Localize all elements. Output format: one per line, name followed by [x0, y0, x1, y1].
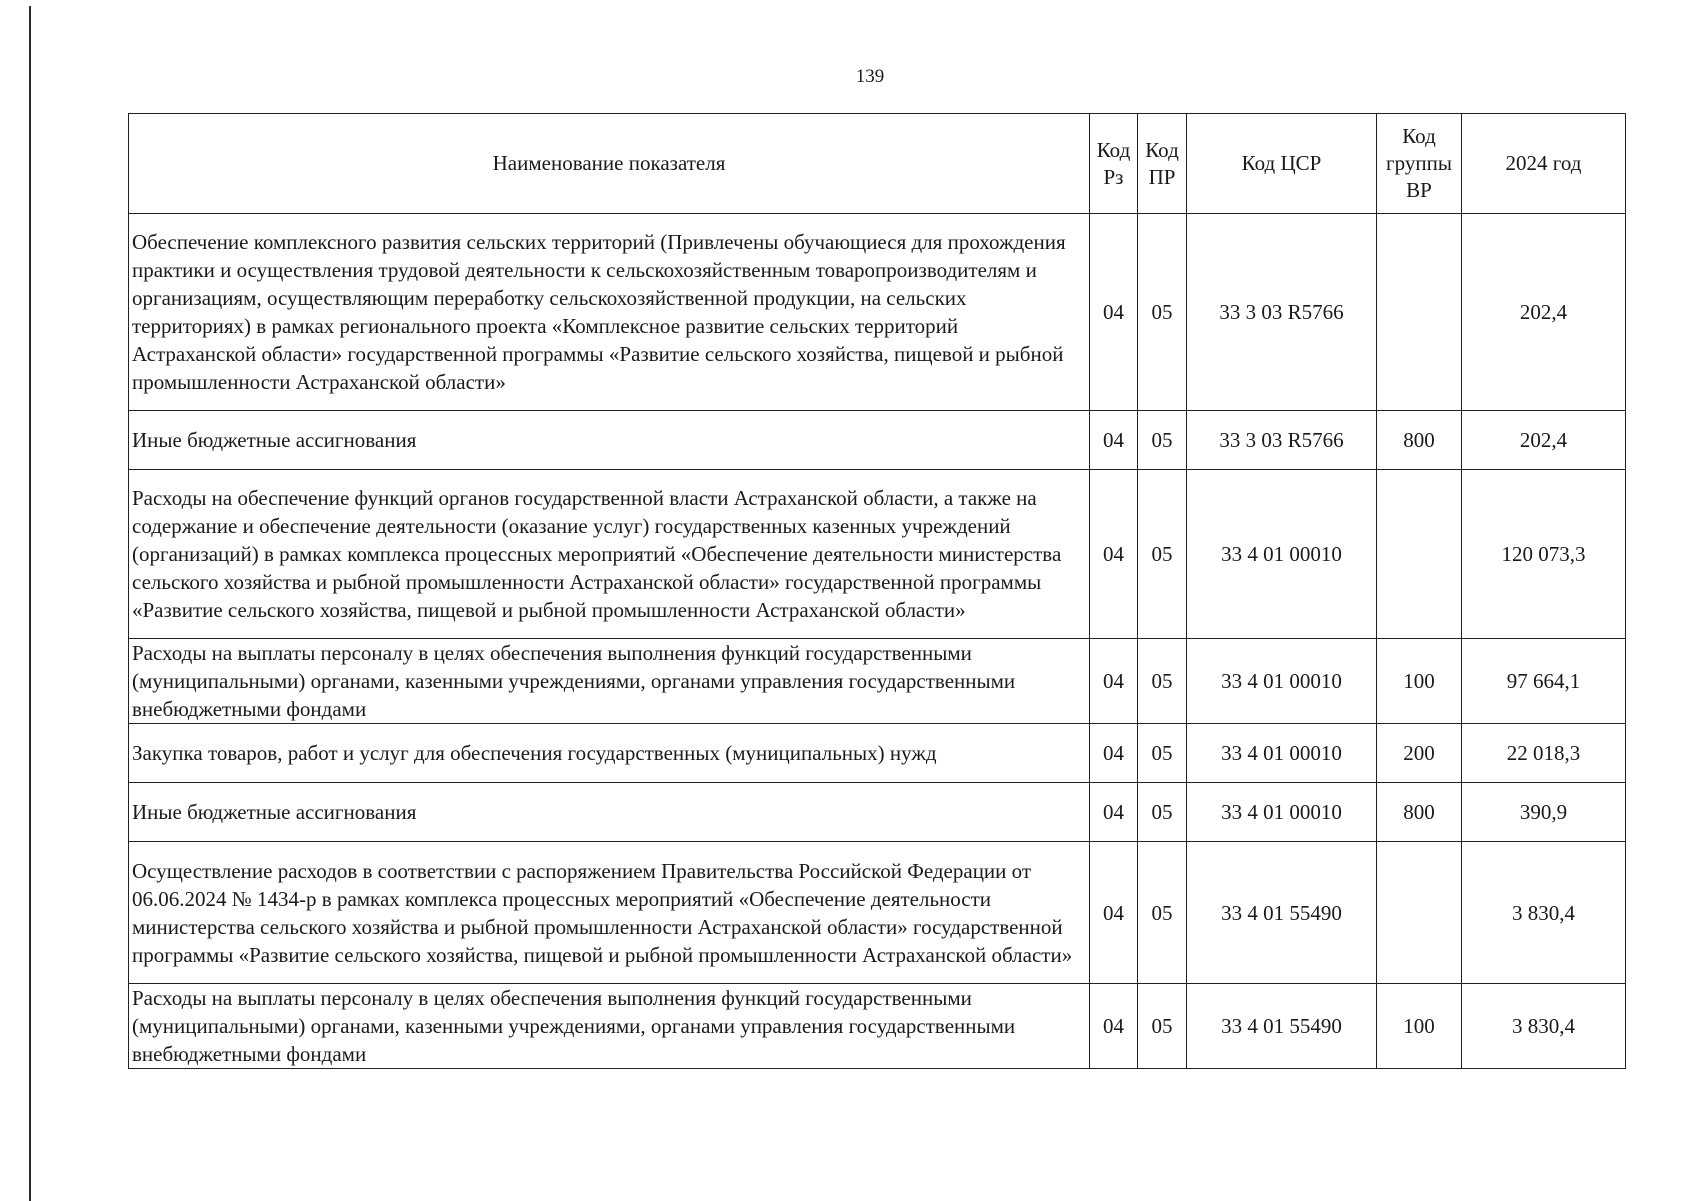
header-name: Наименование показателя — [129, 114, 1090, 214]
table-header-row — [129, 114, 1626, 214]
row-csr: 33 3 03 R5766 — [1187, 214, 1377, 411]
header-rz: Код Рз — [1090, 114, 1138, 214]
row-amount: 97 664,1 — [1462, 639, 1626, 724]
row-name: Расходы на выплаты персоналу в целях обеспечения выполнения функций государственными (муниципальными) органами, казенными учреждениями, органами управления государственными внебюджетными фондами — [129, 639, 1090, 724]
row-amount: 3 830,4 — [1462, 842, 1626, 984]
row-rz: 04 — [1090, 411, 1138, 470]
row-pr: 05 — [1138, 842, 1187, 984]
row-vr: 800 — [1377, 783, 1462, 842]
row-pr: 05 — [1138, 984, 1187, 1069]
row-amount: 202,4 — [1462, 214, 1626, 411]
row-amount: 120 073,3 — [1462, 470, 1626, 639]
table-row — [129, 470, 1626, 639]
row-name: Иные бюджетные ассигнования — [129, 411, 1090, 470]
row-vr: 100 — [1377, 984, 1462, 1069]
row-vr — [1377, 214, 1462, 411]
row-csr: 33 4 01 55490 — [1187, 984, 1377, 1069]
row-pr: 05 — [1138, 411, 1187, 470]
table-row — [129, 214, 1626, 411]
row-vr — [1377, 470, 1462, 639]
row-rz: 04 — [1090, 783, 1138, 842]
row-rz: 04 — [1090, 842, 1138, 984]
row-name: Иные бюджетные ассигнования — [129, 783, 1090, 842]
row-csr: 33 4 01 55490 — [1187, 842, 1377, 984]
row-rz: 04 — [1090, 724, 1138, 783]
row-pr: 05 — [1138, 639, 1187, 724]
header-pr: Код ПР — [1138, 114, 1187, 214]
table-row — [129, 724, 1626, 783]
row-pr: 05 — [1138, 724, 1187, 783]
row-rz: 04 — [1090, 214, 1138, 411]
table-row — [129, 411, 1626, 470]
row-rz: 04 — [1090, 470, 1138, 639]
table-row — [129, 639, 1626, 724]
row-amount: 22 018,3 — [1462, 724, 1626, 783]
row-pr: 05 — [1138, 470, 1187, 639]
row-csr: 33 4 01 00010 — [1187, 783, 1377, 842]
table-row — [129, 984, 1626, 1069]
row-vr: 100 — [1377, 639, 1462, 724]
budget-table — [128, 113, 1626, 1069]
row-name: Расходы на выплаты персоналу в целях обеспечения выполнения функций государственными (муниципальными) органами, казенными учреждениями, органами управления государственными внебюджетными фондами — [129, 984, 1090, 1069]
row-rz: 04 — [1090, 984, 1138, 1069]
row-amount: 3 830,4 — [1462, 984, 1626, 1069]
row-name: Обеспечение комплексного развития сельских территорий (Привлечены обучающиеся для прохождения практики и осуществления трудовой деятельности к сельскохозяйственным товаропроизводителям и организациям, осуществляющим переработку сельскохозяйственной продукции, на сельских территориях) в рамках регионального проекта «Комплексное развитие сельских территорий Астраханской области» государственной программы «Развитие сельского хозяйства, пищевой и рыбной промышленности Астраханской области» — [129, 214, 1090, 411]
table-row — [129, 783, 1626, 842]
row-pr: 05 — [1138, 214, 1187, 411]
row-name: Закупка товаров, работ и услуг для обеспечения государственных (муниципальных) нужд — [129, 724, 1090, 783]
row-name: Расходы на обеспечение функций органов государственной власти Астраханской области, а также на содержание и обеспечение деятельности (оказание услуг) государственных казенных учреждений (организаций) в рамках комплекса процессных мероприятий «Обеспечение деятельности министерства сельского хозяйства и рыбной промышленности Астраханской области» государственной программы «Развитие сельского хозяйства, пищевой и рыбной промышленности Астраханской области» — [129, 470, 1090, 639]
binding-margin-line — [29, 6, 31, 1201]
row-amount: 390,9 — [1462, 783, 1626, 842]
row-amount: 202,4 — [1462, 411, 1626, 470]
row-csr: 33 3 03 R5766 — [1187, 411, 1377, 470]
row-vr: 800 — [1377, 411, 1462, 470]
header-year: 2024 год — [1462, 114, 1626, 214]
row-csr: 33 4 01 00010 — [1187, 470, 1377, 639]
table-row — [129, 842, 1626, 984]
row-csr: 33 4 01 00010 — [1187, 639, 1377, 724]
header-csr: Код ЦСР — [1187, 114, 1377, 214]
page-number: 139 — [855, 66, 885, 87]
row-vr — [1377, 842, 1462, 984]
row-name: Осуществление расходов в соответствии с распоряжением Правительства Российской Федерации от 06.06.2024 № 1434-р в рамках комплекса процессных мероприятий «Обеспечение деятельности министерства сельского хозяйства и рыбной промышленности Астраханской области» государственной программы «Развитие сельского хозяйства, пищевой и рыбной промышленности Астраханской области» — [129, 842, 1090, 984]
row-pr: 05 — [1138, 783, 1187, 842]
row-vr: 200 — [1377, 724, 1462, 783]
row-csr: 33 4 01 00010 — [1187, 724, 1377, 783]
row-rz: 04 — [1090, 639, 1138, 724]
header-vr: Код группы ВР — [1377, 114, 1462, 214]
